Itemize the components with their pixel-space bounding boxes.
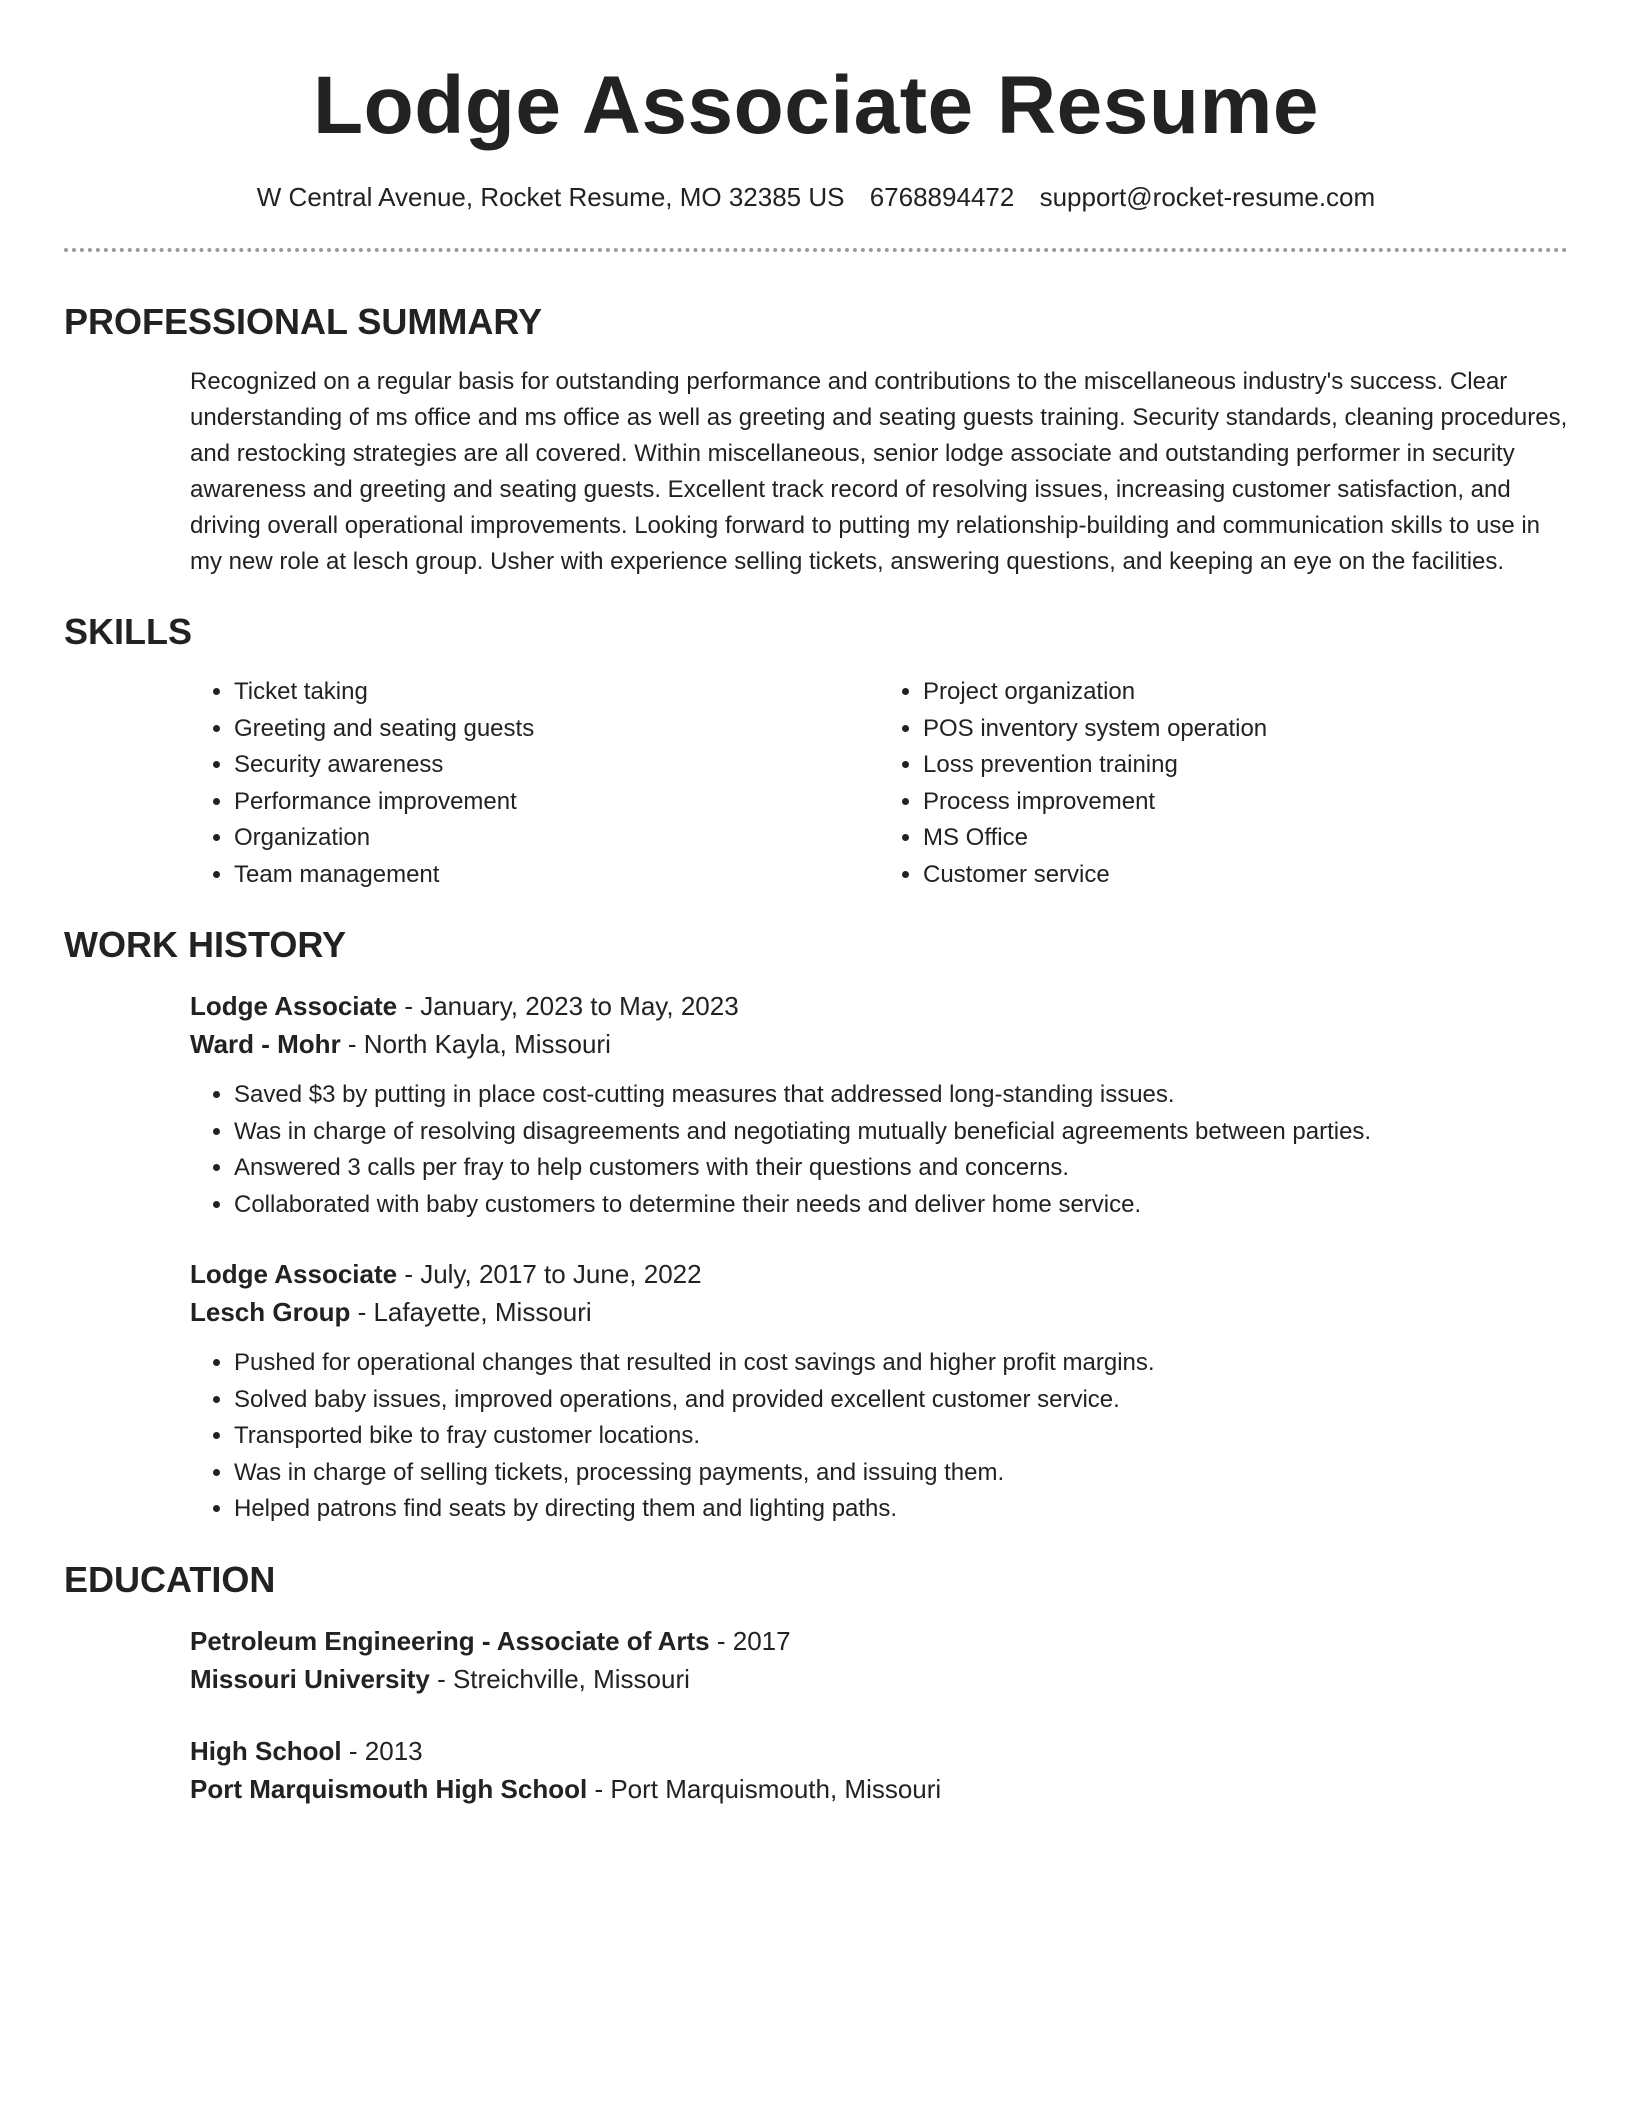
education-year: - 2013 (341, 1735, 423, 1766)
contact-phone: 6768894472 (869, 182, 1015, 212)
skill-item: • Customer service (923, 857, 1568, 894)
job-bullet: • Was in charge of resolving disagreements and negotiating mutually beneficial agreements between parties. (234, 1114, 1568, 1151)
education-location: - Streichville, Missouri (429, 1663, 690, 1694)
summary-section (64, 300, 1568, 580)
job-bullet: • Transported bike to fray customer locations. (234, 1418, 1568, 1455)
job-company: Ward - Mohr (190, 1029, 341, 1059)
summary-heading: PROFESSIONAL SUMMARY (64, 301, 543, 342)
job-bullet: • Was in charge of selling tickets, processing payments, and issuing them. (234, 1455, 1568, 1492)
job-entry (190, 987, 1568, 1223)
resume-title: Lodge Associate Resume (313, 60, 1319, 151)
education-school-line (190, 1660, 1568, 1698)
education-section (64, 1558, 1568, 1808)
education-school: Port Marquismouth High School (190, 1773, 588, 1804)
job-bullets (190, 1077, 1568, 1223)
education-degree-line (190, 1732, 1568, 1770)
contact-line (64, 180, 1568, 214)
education-degree: Petroleum Engineering - Associate of Arts (190, 1625, 710, 1656)
job-bullet: • Pushed for operational changes that resulted in cost savings and higher profit margins. (234, 1345, 1568, 1382)
job-entry (190, 1255, 1568, 1528)
job-company: Lesch Group (190, 1297, 351, 1327)
education-entry (190, 1622, 1568, 1698)
skills-left-list (190, 674, 879, 893)
skill-item: • POS inventory system operation (923, 711, 1568, 748)
education-school: Missouri University (190, 1663, 430, 1694)
job-dates: - July, 2017 to June, 2022 (397, 1259, 702, 1289)
skill-item: • Team management (234, 857, 879, 894)
work-history-heading: WORK HISTORY (64, 924, 347, 965)
header-divider (64, 248, 1568, 252)
job-bullet: • Collaborated with baby customers to determine their needs and deliver home service. (234, 1187, 1568, 1224)
education-entry (190, 1732, 1568, 1808)
job-bullets (190, 1345, 1568, 1528)
job-dates: - January, 2023 to May, 2023 (397, 991, 739, 1021)
skill-item: • Security awareness (234, 747, 879, 784)
job-position: Lodge Associate (190, 991, 398, 1021)
education-location: - Port Marquismouth, Missouri (587, 1773, 942, 1804)
skills-section (64, 610, 1568, 893)
skill-item: • MS Office (923, 820, 1568, 857)
job-location: - North Kayla, Missouri (340, 1029, 611, 1059)
contact-email: support@rocket-resume.com (1039, 182, 1376, 212)
skill-item: • Organization (234, 820, 879, 857)
job-title-line (190, 1255, 1568, 1293)
skills-columns (190, 674, 1568, 893)
job-bullet: • Saved $3 by putting in place cost-cutting measures that addressed long-standing issues. (234, 1077, 1568, 1114)
education-year: - 2017 (709, 1625, 791, 1656)
job-title-line (190, 987, 1568, 1025)
job-bullet: • Solved baby issues, improved operations, and provided excellent customer service. (234, 1382, 1568, 1419)
job-company-line (190, 1025, 1568, 1063)
skill-item: • Ticket taking (234, 674, 879, 711)
skill-item: • Loss prevention training (923, 747, 1568, 784)
job-bullet: • Answered 3 calls per fray to help customers with their questions and concerns. (234, 1150, 1568, 1187)
education-heading: EDUCATION (64, 1558, 276, 1600)
education-degree: High School (190, 1735, 342, 1766)
education-school-line (190, 1770, 1568, 1808)
skill-item: • Project organization (923, 674, 1568, 711)
job-company-line (190, 1293, 1568, 1331)
job-bullet: • Helped patrons find seats by directing them and lighting paths. (234, 1491, 1568, 1528)
job-location: - Lafayette, Missouri (350, 1297, 592, 1327)
education-degree-line (190, 1622, 1568, 1660)
skill-item: • Process improvement (923, 784, 1568, 821)
skills-heading: SKILLS (64, 611, 193, 652)
skills-right-list (879, 674, 1568, 893)
job-position: Lodge Associate (190, 1259, 398, 1289)
skill-item: • Performance improvement (234, 784, 879, 821)
skill-item: • Greeting and seating guests (234, 711, 879, 748)
summary-text: Recognized on a regular basis for outstanding performance and contributions to the miscellaneous industry's success. Clear understanding of ms office and ms office as well as greeting and seating guests training. Security standards, cleaning procedures, and restocking strategies are all covered. Within miscellaneous, senior lodge associate and outstanding performer in security awareness and greeting and seating guests. Excellent track record of resolving issues, increasing customer satisfaction, and driving overall operational improvements. Looking forward to putting my relationship-building and communication skills to use in my new role at lesch group. Usher with experience selling tickets, answering questions, and keeping an eye on the facilities. (190, 368, 1568, 575)
contact-address: W Central Avenue, Rocket Resume, MO 32385 US (256, 182, 845, 212)
work-history-section (64, 923, 1568, 1528)
